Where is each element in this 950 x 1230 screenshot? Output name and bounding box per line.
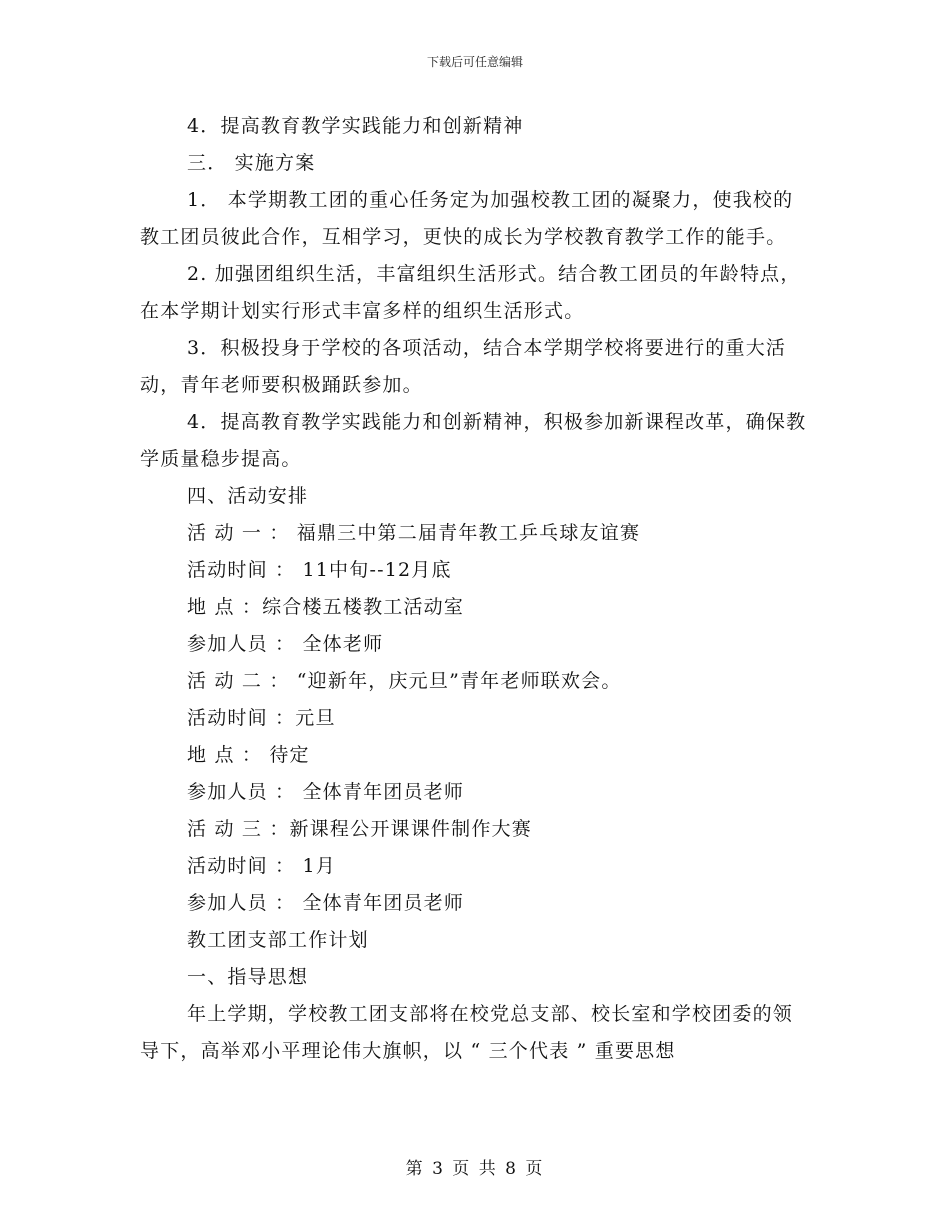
activity-line: 参加人员 ： 全体青年团员老师 <box>187 892 465 914</box>
section-heading: 四、活动安排 <box>187 485 309 507</box>
activity-line: 活 动 三 ：新课程公开课课件制作大赛 <box>187 818 532 840</box>
paragraph: 年上学期，学校教工团支部将在校党总支部、校长室和学校团委的领导下，高举邓小平理论伟大旗帜，以 “ 三个代表 ” 重要思想 <box>140 1003 794 1062</box>
section-heading: 三． 实施方案 <box>187 152 316 174</box>
activity-line: 地 点 ：综合楼五楼教工活动室 <box>187 596 465 618</box>
activity-line: 活动时间 ：元旦 <box>187 707 336 729</box>
activity-line: 活 动 一 ： 福鼎三中第二届青年教工乒乓球友谊赛 <box>187 522 641 544</box>
paragraph: 2. 加强团组织生活，丰富组织生活形式。结合教工团员的年龄特点，在本学期计划实行形式丰富多样的组织生活形式。 <box>140 263 801 322</box>
activity-line: 活 动 二 ： “迎新年，庆元旦”青年老师联欢会。 <box>187 670 622 692</box>
paragraph: 1． 本学期教工团的重心任务定为加强校教工团的凝聚力，使我校的教工团员彼此合作，互相学习，更快的成长为学校教育教学工作的能手。 <box>140 189 794 248</box>
page-header-note: 下载后可任意编辑 <box>426 55 523 69</box>
section-heading: 一、指导思想 <box>187 966 309 988</box>
activity-line: 地 点 ： 待定 <box>187 744 310 766</box>
paragraph: 4．提高教育教学实践能力和创新精神 <box>187 115 524 137</box>
paragraph: 4．提高教育教学实践能力和创新精神，积极参加新课程改革，确保教学质量稳步提高。 <box>140 411 807 470</box>
document-body <box>140 108 808 1070</box>
activity-line: 活动时间 ： 11中旬--12月底 <box>187 559 452 581</box>
activity-line: 参加人员 ： 全体老师 <box>187 633 384 655</box>
activity-line: 参加人员 ： 全体青年团员老师 <box>187 781 465 803</box>
activity-line: 活动时间 ： 1月 <box>187 855 336 877</box>
paragraph: 3．积极投身于学校的各项活动，结合本学期学校将要进行的重大活动，青年老师要积极踊跃参加。 <box>140 337 787 396</box>
document-title: 教工团支部工作计划 <box>187 929 369 951</box>
page-number: 第 3 页 共 8 页 <box>405 1159 545 1179</box>
